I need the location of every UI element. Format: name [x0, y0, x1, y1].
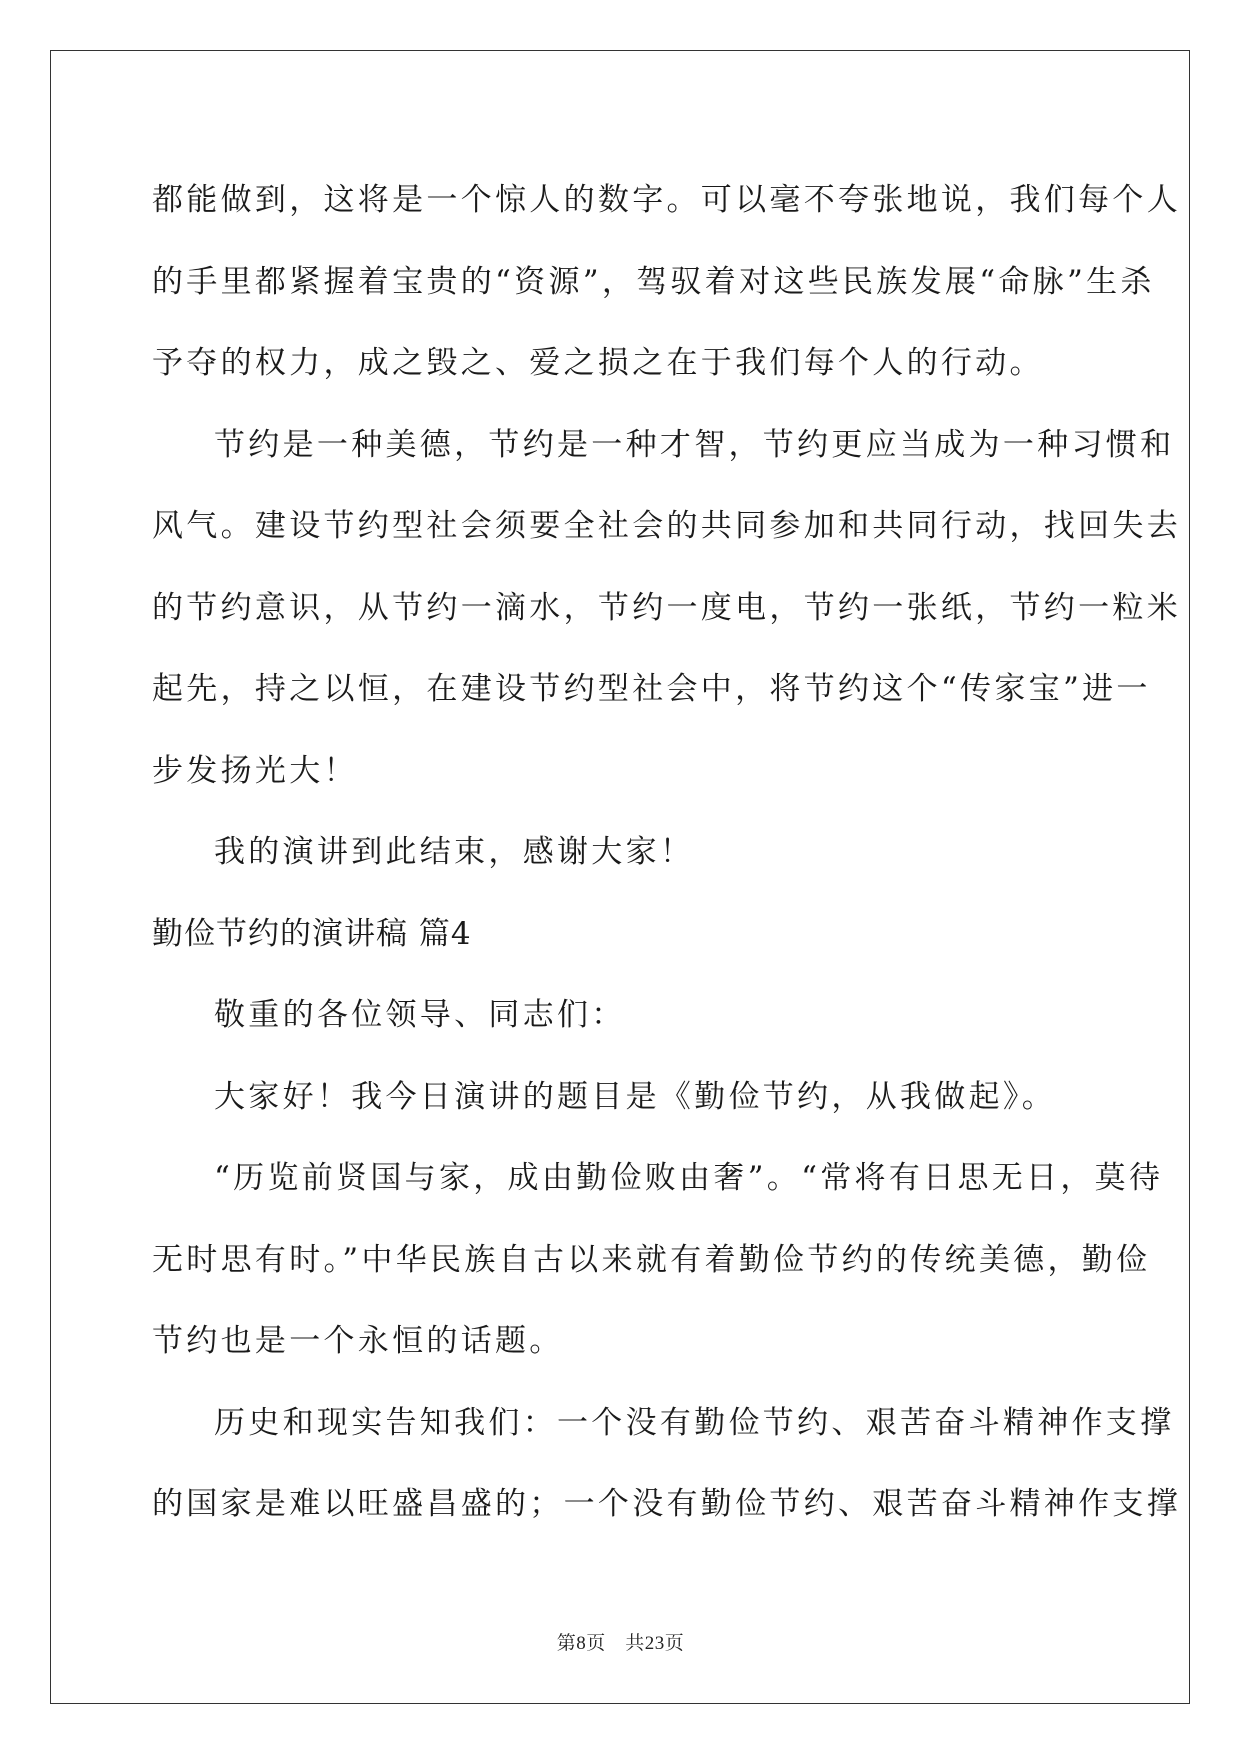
document-body [152, 160, 1181, 1546]
text-line: “历览前贤国与家，成由勤俭败由奢”。“常将有日思无日，莫待 [214, 1160, 1164, 1196]
text-line: 风气。建设节约型社会须要全社会的共同参加和共同行动，找回失去 [152, 508, 1181, 544]
page-number-footer: 第8页 共23页 [556, 1633, 685, 1654]
text-line: 无时思有时。”中华民族自古以来就有着勤俭节约的传统美德，勤俭 [152, 1241, 1151, 1278]
text-line: 我的演讲到此结束，感谢大家！ [214, 834, 695, 870]
text-line: 的国家是难以旺盛昌盛的；一个没有勤俭节约、艰苦奋斗精神作支撑 [152, 1486, 1181, 1522]
text-line: 予夺的权力，成之毁之、爱之损之在于我们每个人的行动。 [152, 345, 1044, 381]
text-line: 步发扬光大！ [152, 752, 358, 789]
text-line: 的手里都紧握着宝贵的“资源”，驾驭着对这些民族发展“命脉”生杀 [152, 263, 1155, 300]
text-line: 起先，持之以恒，在建设节约型社会中，将节约这个“传家宝”进一 [152, 671, 1151, 707]
text-line: 都能做到，这将是一个惊人的数字。可以毫不夸张地说，我们每个人 [152, 182, 1181, 218]
text-line: 节约是一种美德，节约是一种才智，节约更应当成为一种习惯和 [214, 426, 1175, 463]
section-heading: 勤俭节约的演讲稿 篇4 [152, 915, 472, 952]
text-line: 大家好！我今日演讲的题目是《勤俭节约，从我做起》。 [214, 1078, 1056, 1115]
text-line: 历史和现实告知我们：一个没有勤俭节约、艰苦奋斗精神作支撑 [214, 1404, 1175, 1441]
text-line: 的节约意识，从节约一滴水，节约一度电，节约一张纸，节约一粒米 [152, 589, 1181, 626]
text-line: 敬重的各位领导、同志们： [214, 997, 626, 1033]
text-line: 节约也是一个永恒的话题。 [152, 1323, 564, 1359]
